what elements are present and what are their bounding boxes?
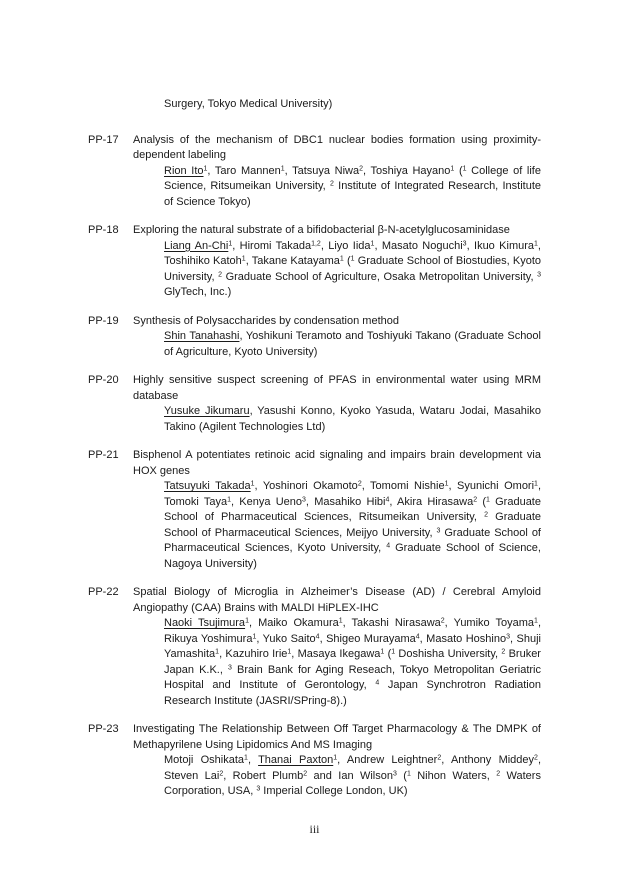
entries-container [88,120,541,800]
poster-entry [88,722,541,800]
poster-entry-head [88,585,541,616]
poster-title: Highly sensitive suspect screening of PFAS in environmental water using MRM database [133,374,541,402]
poster-authors: Tatsuyuki Takada$^1$, Yoshinori Okamoto$^2$, Tomomi Nishie$^1$, Syunichi Omori$^1$, Tomoki Taya$^1$, Kenya Ueno$^3$, Masahiko Hibi$^4$, Akira Hirasawa$^2$ ($^1$ Graduate School of Pharmaceutical Sciences, Ritsumeikan University, $^2$ Graduate School of Pharmaceutical Sciences, Meijyo University, $^3$ Graduate School of Pharmaceutical Sciences, Kyoto University, $^4$ Graduate School of Science, Nagoya University) [164,480,542,570]
poster-entry [88,373,541,435]
poster-title: Investigating The Relationship Between Off Target Pharmacology & The DMPK of Methapyrilene Using Lipidomics And MS Imaging [133,723,541,751]
page-number: iii [309,822,320,836]
poster-program-list [88,97,541,800]
poster-entry [88,448,541,572]
poster-authors: Naoki Tsujimura$^1$, Maiko Okamura$^1$, Takashi Nirasawa$^2$, Yumiko Toyama$^1$, Rikuya Yoshimura$^1$, Yuko Saito$^4$, Shigeo Murayama$^4$, Masato Hoshino$^3$, Shuji Yamashita$^1$, Kazuhiro Irie$^1$, Masaya Ikegawa$^1$ ($^1$ Doshisha University, $^2$ Bruker Japan K.K., $^3$ Brain Bank for Aging Reseach, Tokyo Metropolitan Geriatric Hospital and Institute of Gerontology, $^4$ Japan Synchrotron Radiation Research Institute (JASRI/SPring-8).) [164,617,542,707]
poster-authors: Shin Tanahashi, Yoshikuni Teramoto and Toshiyuki Takano (Graduate School of Agriculture, Kyoto University) [164,330,541,358]
poster-code: PP-21 [88,449,119,461]
previous-entry-continuation-line: Surgery, Tokyo Medical University) [164,98,333,110]
poster-authors: Yusuke Jikumaru, Yasushi Konno, Kyoko Yasuda, Wataru Jodai, Masahiko Takino (Agilent Technologies Ltd) [164,405,541,433]
poster-entry [88,133,541,211]
poster-authors: Liang An-Chi$^1$, Hiromi Takada$^{1,2}$, Liyo Iida$^1$, Masato Noguchi$^3$, Ikuo Kimura$^1$, Toshihiko Katoh$^1$, Takane Katayama$^1$ ($^1$ Graduate School of Biostudies, Kyoto University, $^2$ Graduate School of Agriculture, Osaka Metropolitan University, $^3$ GlyTech, Inc.) [164,239,541,298]
poster-title: Bisphenol A potentiates retinoic acid signaling and impairs brain development via HOX genes [133,449,541,477]
poster-code: PP-19 [88,314,119,327]
poster-title: Spatial Biology of Microglia in Alzheimer’s Disease (AD) / Cerebral Amyloid Angiopathy (CAA) Brains with MALDI HiPLEX-IHC [133,586,541,614]
poster-code: PP-20 [88,374,119,386]
poster-entry [88,314,541,361]
poster-entry-head [88,314,541,330]
poster-code: PP-23 [88,723,119,735]
poster-authors: Rion Ito$^1$, Taro Mannen$^1$, Tatsuya Niwa$^2$, Toshiya Hayano$^1$ ($^1$ College of life Science, Ritsumeikan University, $^2$ Institute of Integrated Research, Institute of Science Tokyo) [164,164,542,208]
poster-authors: Motoji Oshikata$^1$, Thanai Paxton$^1$, Andrew Leightner$^2$, Anthony Middey$^2$, Steven Lai$^2$, Robert Plumb$^2$ and Ian Wilson$^3$ ($^1$ Nihon Waters, $^2$ Waters Corporation, USA, $^3$ Imperial College London, UK) [164,754,542,797]
poster-entry [88,585,541,709]
poster-entry-head [88,722,541,753]
poster-code: PP-18 [88,224,119,236]
poster-code: PP-22 [88,586,119,598]
poster-entry-head [88,223,541,239]
poster-entry [88,223,541,301]
poster-entry-head [88,448,541,479]
poster-entry-head [88,373,541,404]
poster-title: Synthesis of Polysaccharides by condensation method [133,314,399,327]
poster-title: Exploring the natural substrate of a bifidobacterial β-N-acetylglucosaminidase [133,224,510,236]
poster-title: Analysis of the mechanism of DBC1 nuclear bodies formation using proximity-dependent labeling [133,133,541,161]
poster-entry-head [88,133,541,164]
poster-code: PP-17 [88,133,119,146]
